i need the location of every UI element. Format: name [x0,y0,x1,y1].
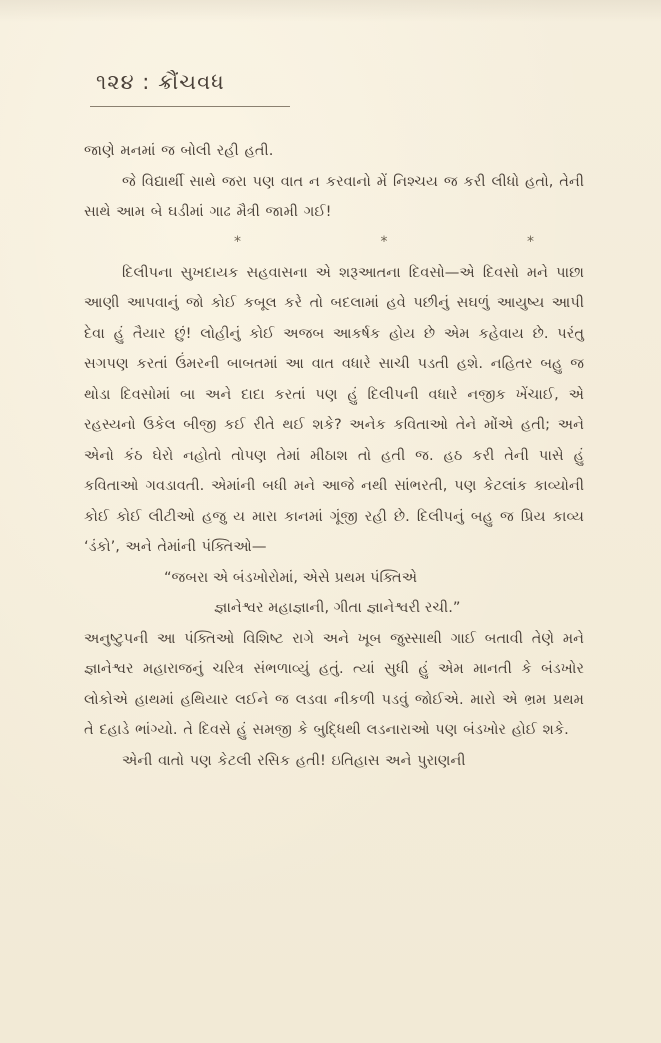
paragraph-2: જે વિદ્યાર્થી સાથે જરા પણ વાત ન કરવાનો મેં નિશ્ચય જ કરી લીધો હતો, તેની સાથે આમ બે ઘડીમાં ગાઢ મૈત્રી જામી ગઈ! [84,172,584,220]
page-body [84,136,584,776]
separator-asterisk: * [527,233,534,250]
paragraph-1: જાણે મનમાં જ બોલી રહી હતી. [84,142,274,159]
header-underline [90,106,290,107]
page-edge-shadow [0,0,661,22]
page-header: ૧૨૪ : ક્રૌંચવધ [96,70,225,94]
separator-asterisk: * [234,233,241,250]
separator-asterisk: * [380,233,388,250]
poem-line-1: “જબરા એ બંડખોરોમાં, એસે પ્રથમ પંક્તિએ [164,568,418,586]
paragraph-5: એની વાતો પણ કેટલી રસિક હતી! ઇતિહાસ અને પુરાણની [122,751,466,769]
section-separator [234,232,534,252]
paragraph-4: અનુષ્ટુપની આ પંક્તિઓ વિશિષ્ટ રાગે અને ખૂબ જુસ્સાથી ગાઈ બતાવી તેણે મને જ્ઞાનેશ્વર મહારાજનું ચરિત્ર સંભળાવ્યું હતું. ત્યાં સુધી હું એમ માનતી કે બંડખોર લોકોએ હાથમાં હથિયાર લઈને જ લડવા નીકળી પડવું જોઈએ. મારો એ ભ્રમ પ્રથમ તે દહાડે ભાંગ્યો. તે દિવસે હું સમજી કે બુદ્ધિથી લડનારાઓ પણ બંડખોર હોઈ શકે. [84,629,584,738]
poem-line-2: જ્ઞાનેશ્વર મહાજ્ઞાની, ગીતા જ્ઞાનેશ્વરી રચી.” [214,599,461,616]
paragraph-3: દિલીપના સુખદાયક સહવાસના એ શરૂઆતના દિવસો—એ દિવસો મને પાછા આણી આપવાનું જો કોઈ કબૂલ કરે તો બદલામાં હવે પછીનું સઘળું આયુષ્ય આપી દેવા હું તૈયાર છું! લોહીનું કોઈ અજબ આકર્ષક હોય છે એમ કહેવાય છે. પરંતુ સગપણ કરતાં ઉંમરની બાબતમાં આ વાત વધારે સાચી પડતી હશે. નહિતર બહુ જ થોડા દિવસોમાં બા અને દાદા કરતાં પણ હું દિલીપની વધારે નજીક ખેંચાઈ, એ રહસ્યનો ઉકેલ બીજી કઈ રીતે થઈ શકે? અનેક કવિતાઓ તેને મોંએ હતી; અને એનો કંઠ ઘેરો નહોતો તોપણ તેમાં મીઠાશ તો હતી જ. હઠ કરી તેની પાસે હું કવિતાઓ ગવડાવતી. એમાંની બધી મને આજે નથી સાંભરતી, પણ કેટલાંક કાવ્યોની કોઈ કોઈ લીટીઓ હજુ ય મારા કાનમાં ગૂંજી રહી છે. દિલીપનું બહુ જ પ્રિય કાવ્ય ‘ડંકો’, અને તેમાંની પંક્તિઓ— [84,263,584,555]
